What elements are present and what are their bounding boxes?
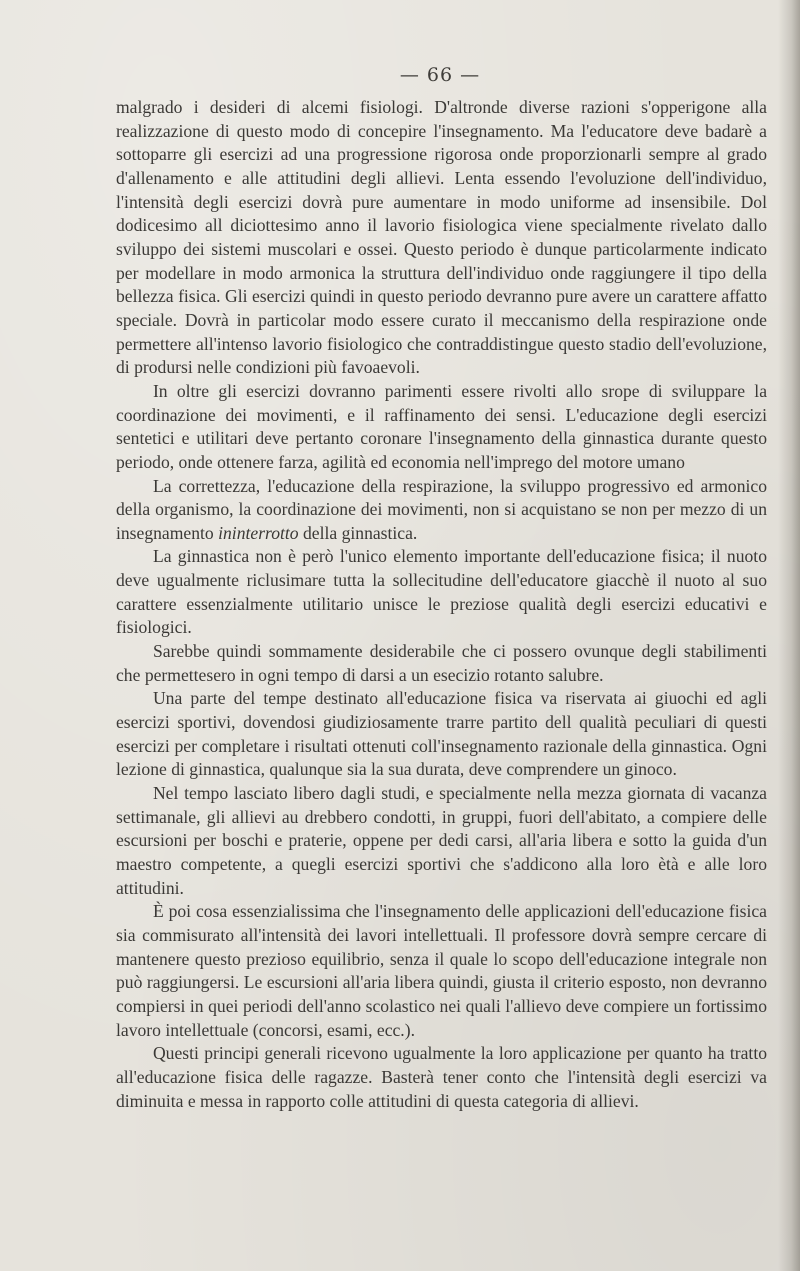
page-number: — 66 — <box>399 64 481 86</box>
paragraph-3-italic-word: ininterrotto <box>218 522 299 543</box>
paragraph-3-text-after: della ginnastica. <box>298 522 418 543</box>
paragraph-8: È poi cosa essenzialissima che l'insegnamento delle applicazioni dell'educazione fisica sia commisurato all'intensità dei lavori intellettuali. Il professore dovrà sempre cercare di mantenere questo prezioso equilibrio, senza il quale lo scopo dell'educazione integrale non può raggiungersi. Le escursioni all'aria libera quindi, giusta il criterio esposto, non devranno compiersi in quei periodi dell'anno scolastico nei quali l'allievo deve compiere un fortissimo lavoro intellettuale (concorsi, esami, ecc.). <box>116 901 767 1040</box>
paragraph-5: Sarebbe quindi sommamente desiderabile che ci possero ovunque degli stabilimenti che permettesero in ogni tempo di darsi a un esecizio rotanto salubre. <box>116 641 767 685</box>
paragraph-2: In oltre gli esercizi dovranno parimenti essere rivolti allo srope di sviluppare la coordinazione dei movimenti, e il raffinamento dei sensi. L'educazione degli esercizi sentetici e utilitari deve pertanto coronare l'insegnamento della ginnastica durante questo periodo, onde ottenere farza, agilità ed economia nell'imprego del motore umano <box>116 380 767 472</box>
paragraph-7: Nel tempo lasciato libero dagli studi, e specialmente nella mezza giornata di vacanza settimanale, gli allievi au drebbero condotti, in gruppi, fuori dell'abitato, a compiere delle escursioni per boschi e praterie, oppene per dedi carsi, all'aria libera e sotto la guida d'un maestro competente, a quegli esercizi sportivi che s'addicono alla loro ètà e alle loro attitudini. <box>116 783 767 898</box>
paragraph-3 <box>116 475 767 546</box>
paragraph-6: Una parte del tempe destinato all'educazione fisica va riservata ai giuochi ed agli esercizi sportivi, dovendosi giudiziosamente trarre partito dell qualità peculiari di questi esercizi per completare i risultati ottenuti coll'insegnamento razionale della ginnastica. Ogni lezione di ginnastica, qualunque sia la sua durata, deve comprendere un ginoco. <box>116 688 767 780</box>
paragraph-1: malgrado i desideri di alcemi fisiologi. D'altronde diverse razioni s'opperigone alla realizzazione di questo modo di concepire l'insegnamento. Ma l'educatore deve badarè a sottoparre gli esercizi ad una progressione rigorosa onde proporzionarli sempre al grado d'allenamento e alle attitudini degli allievi. Lenta essendo l'evoluzione dell'individuo, l'intensità degli esercizi dovrà pure aumentare in modo uniforme ad insensibile. Dol dodicesimo all diciottesimo anno il lavorio fisiologica viene specialmente rivelato dallo sviluppo dei sistemi muscolari e ossei. Questo periodo è dunque particolarmente indicato per modellare in modo armonica la struttura dell'individuo onde raggiungere il tipo della bellezza fisica. Gli esercizi quindi in questo periodo devranno pure avere un carattere affatto speciale. Dovrà in particolar modo essere curato il meccanismo della respirazione onde permettere all'intenso lavorio fisiologico che contraddistingue questo stadio dell'evoluzione, di prodursi nelle condizioni più favoaevoli. <box>116 97 767 378</box>
paragraph-9: Questi principi generali ricevono ugualmente la loro applicazione per quanto ha tratto all'educazione fisica delle ragazze. Basterà tener conto che l'intensità degli esercizi va diminuita e messa in rapporto colle attitudini di questa categoria di allievi. <box>116 1043 767 1111</box>
body-text <box>116 96 767 1113</box>
paragraph-3-text-before: La correttezza, l'educazione della respirazione, la sviluppo progressivo ed armonico della organismo, la coordinazione dei movimenti, non si acquistano se non per mezzo di un insegnamento <box>116 475 767 543</box>
page-edge-shadow <box>778 0 800 1271</box>
paragraph-4: La ginnastica non è però l'unico elemento importante dell'educazione fisica; il nuoto deve ugualmente riclusimare tutta la sollecitudine dell'educatore giacchè il nuoto al suo carattere essenzialmente utilitario unisce le preziose qualità degli esercizi educativi e fisiologici. <box>116 546 767 638</box>
